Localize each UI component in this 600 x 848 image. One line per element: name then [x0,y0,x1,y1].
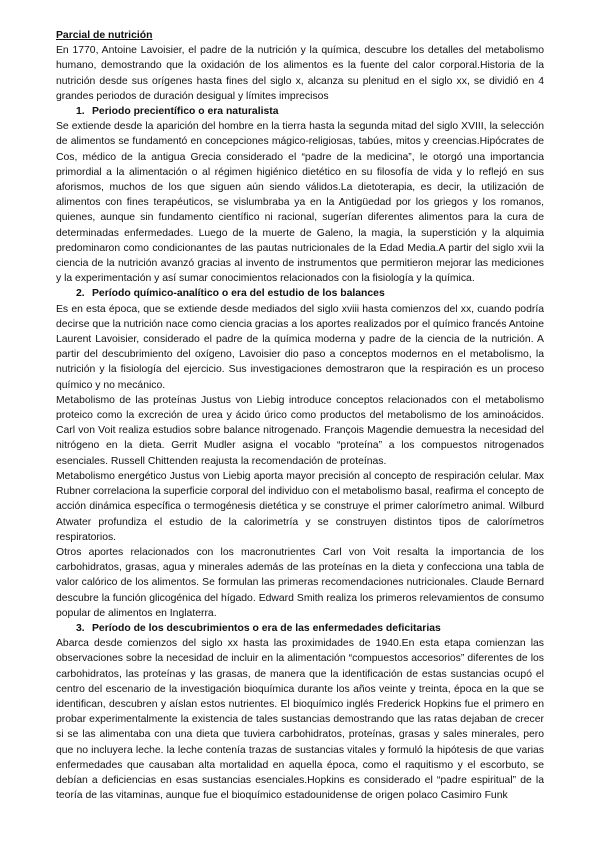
section-title: Periodo precientífico o era naturalista [92,106,279,118]
document-title: Parcial de nutrición [56,30,153,41]
section-2-paragraph-4: Otros aportes relacionados con los macronutrientes Carl von Voit resalta la importancia de los carbohidratos, grasas, agua y minerales además de las proteínas en la dieta y confecciona una tabla de valor calórico de los alimentos. Se formulan las primeras recomendaciones nutricionales. Claude Bernard descubre la función glicogénica del hígado. Edward Smith realiza los primeros relevamientos de consumo popular de alimentos en Inglaterra. [56,546,544,619]
section-1-paragraph: Se extiende desde la aparición del hombre en la tierra hasta la segunda mitad del siglo XVIII, la selección de alimentos se fundamentó en concepciones mágico-religiosas, tabúes, mitos y creencias.Hipócrates de Cos, médico de la antigua Grecia considerado el “padre de la medicina”, le otorgó una importancia primordial a la alimentación o al régimen higiénico dietético en su filosofía de vida y lo reflejó en sus aforismos, muchos de los que siguen aún siendo válidos.La dietoterapia, es decir, la utilización de alimentos con fines terapéuticos, se vislumbraba ya en la Antigüedad por los griegos y los romanos, quienes, aunque sin fundamento científico ni racional, sugerían diferentes alimentos para la cura de determinadas enfermedades. Luego de la muerte de Galeno, la magia, la superstición y la alquimia predominaron como condicionantes de las pautas nutricionales de la Edad Media.A partir del siglo xvii la ciencia de la nutrición avanzó gracias al invento de instrumentos que permitieron mejorar las mediciones y la experimentación y así sumar conocimientos relacionados con la fisiología y la química. [56,121,544,285]
section-title: Período químico-analítico o era del estudio de los balances [92,288,385,300]
section-heading-3 [76,621,544,636]
section-number: 2. [76,288,85,300]
section-3-paragraph: Abarca desde comienzos del siglo xx hasta las proximidades de 1940.En esta etapa comienzan las observaciones sobre la necesidad de incluir en la alimentación “compuestos accesorios” diferentes de los carbohidratos, las proteínas y las grasas, de manera que la identificación de estas sustancias ocupó el centro del escenario de la investigación bioquímica durante los años veinte y treinta, época en la que se identifican, descubren y aíslan estos nutrientes. El bioquímico inglés Frederick Hopkins fue el primero en probar experimentalmente la existencia de tales sustancias demostrando que las ratas dejaban de crecer si se las alimentaba con una dieta que tuviera carbohidratos, proteínas, grasas y sales minerales, pero que no incluyera leche. la leche contenía trazas de sustancias vitales y formuló la hipótesis de que varias enfermedades que causaban alta mortalidad en aquella época, como el raquitismo y el escorbuto, se debían a deficiencias en esas sustancias esenciales.Hopkins es considerado el “padre espiritual” de la teoría de las vitaminas, aunque fue el bioquímico estadounidense de origen polaco Casimiro Funk [56,638,544,802]
section-number: 3. [76,622,85,634]
section-heading-2 [76,286,544,301]
intro-paragraph: En 1770, Antoine Lavoisier, el padre de la nutrición y la química, descubre los detalles del metabolismo humano, demostrando que la oxidación de los alimentos es la fuente del calor corporal.Historia de la nutrición desde sus orígenes hasta fines del siglo x, alcanza su plenitud en el siglo xx, se dividió en 4 grandes periodos de duración desigual y límites imprecisos [56,45,544,102]
section-2-paragraph-1: Es en esta época, que se extiende desde mediados del siglo xviii hasta comienzos del xx, cuando podría decirse que la nutrición nace como ciencia gracias a los aportes realizados por el químico francés Antoine Laurent Lavoisier, considerado el padre de la química moderna y padre de la ciencia de la nutrición. A partir del descubrimiento del oxígeno, Lavoisier dio paso a conceptos modernos en el metabolismo, la nutrición y la fisiología del ejercicio. Sus investigaciones demostraron que la respiración es un proceso químico y no mecánico. [56,303,544,391]
section-heading-1 [76,104,544,119]
section-number: 1. [76,106,85,118]
section-title: Período de los descubrimientos o era de las enfermedades deficitarias [92,622,441,634]
section-2-paragraph-3: Metabolismo energético Justus von Liebig aporta mayor precisión al concepto de respiración celular. Max Rubner correlaciona la superficie corporal del individuo con el metabolismo basal, reafirma el concepto de acción dinámica específica o termogénesis dietética y se construye el primer calorímetro animal. Wilburd Atwater profundiza el estudio de la calorimetría y se construyen distintos tipos de calorímetros respiratorios. [56,470,544,543]
section-2-paragraph-2: Metabolismo de las proteínas Justus von Liebig introduce conceptos relacionados con el metabolismo proteico como la excreción de urea y ácido úrico como productos del metabolismo de los aminoácidos. Carl von Voit realiza estudios sobre balance nitrogenado. François Magendie demuestra la necesidad del nitrógeno en la dieta. Gerrit Mudler asigna el vocablo “proteína” a los compuestos nitrogenados esenciales. Russell Chittenden reajusta la recomendación de proteínas. [56,394,544,467]
